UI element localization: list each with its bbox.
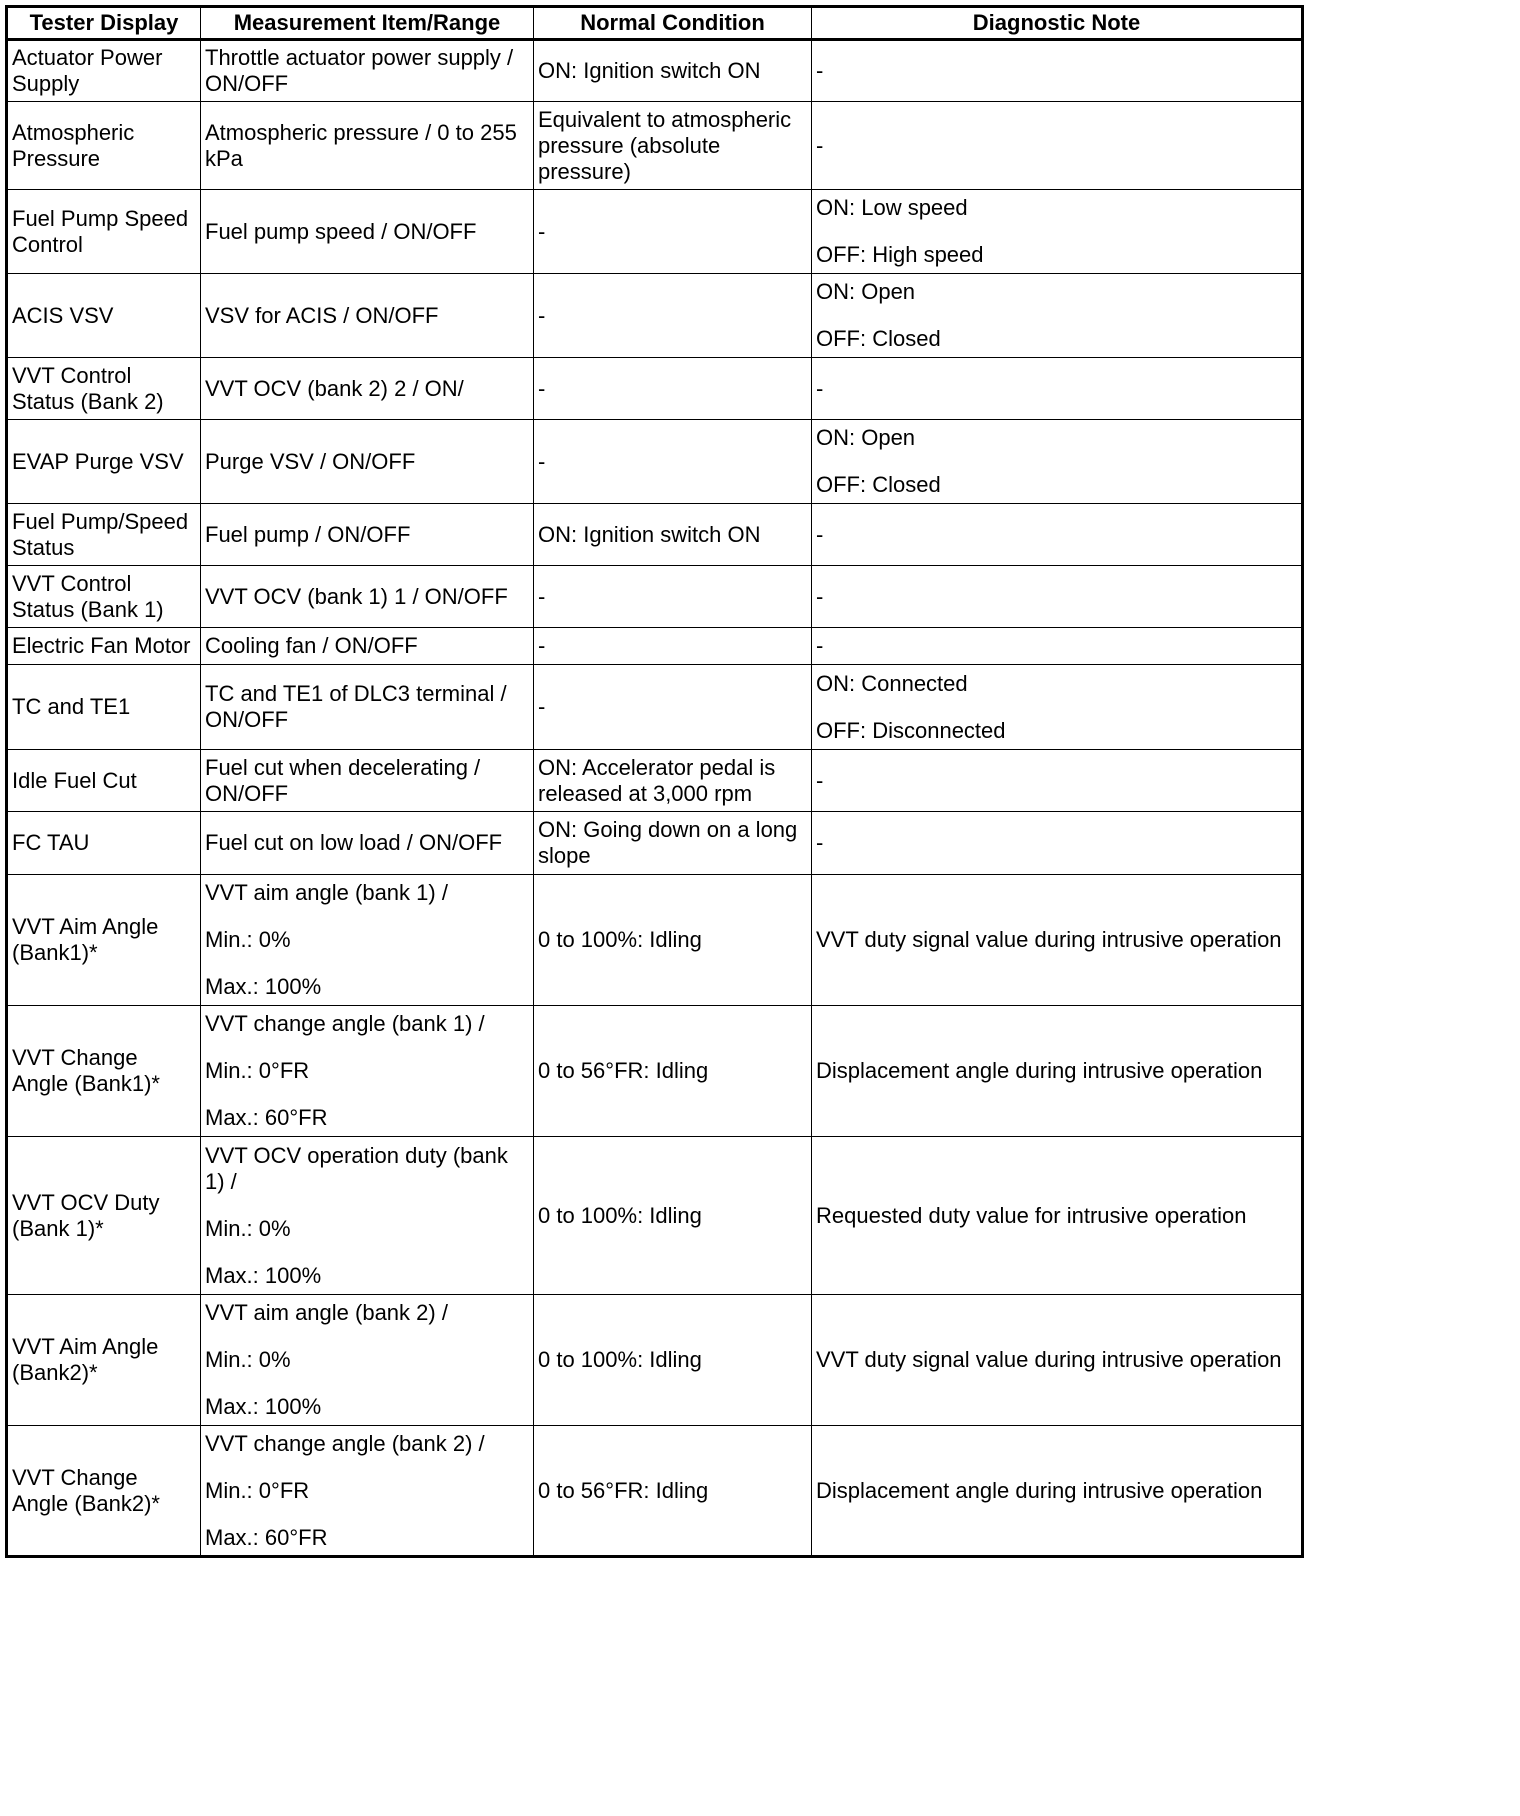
cell-line: ON: Open [816, 425, 916, 450]
normal-condition-cell [534, 40, 812, 102]
cell-line: Max.: 100% [205, 1394, 322, 1419]
table-body [7, 40, 1303, 1557]
diagnostic-note-cell [812, 812, 1303, 875]
tester-display-cell [7, 102, 201, 190]
tester-display-cell [7, 1426, 201, 1557]
cell-line: Throttle actuator power supply / ON/OFF [205, 45, 514, 96]
cell-line: FC TAU [12, 830, 90, 855]
normal-condition-cell [534, 1006, 812, 1137]
cell-line: VVT aim angle (bank 2) / [205, 1300, 448, 1325]
cell-line: - [538, 448, 546, 474]
normal-condition-cell [534, 665, 812, 750]
cell-line: VVT Control Status (Bank 2) [12, 362, 164, 414]
cell-line: ON: Low speed [816, 195, 968, 220]
normal-condition-cell [534, 1295, 812, 1426]
cell-line: ON: Open [816, 279, 916, 304]
normal-condition-cell [534, 750, 812, 812]
measurement-item-cell [201, 812, 534, 875]
tester-display-cell [7, 812, 201, 875]
cell-line: VVT change angle (bank 2) / [205, 1430, 485, 1456]
cell-line: 0 to 100%: Idling [538, 1347, 702, 1372]
measurement-item-cell [201, 665, 534, 750]
diagnostic-note-cell [812, 358, 1303, 420]
cell-line: Equivalent to atmospheric pressure (absolute pressure) [538, 106, 792, 184]
cell-line: - [816, 830, 824, 855]
tester-display-cell [7, 504, 201, 566]
cell-line: Fuel cut when decelerating / ON/OFF [205, 754, 481, 806]
cell-line: Min.: 0% [205, 1215, 291, 1241]
diagnostic-note-cell [812, 665, 1303, 750]
cell-line: ON: Ignition switch ON [538, 58, 761, 83]
normal-condition-cell [534, 274, 812, 358]
measurement-item-cell [201, 102, 534, 190]
cell-line: Displacement angle during intrusive operation [816, 1477, 1263, 1503]
cell-line: 0 to 56°FR: Idling [538, 1477, 709, 1503]
tester-display-cell [7, 190, 201, 274]
table-row [7, 750, 1303, 812]
tester-display-cell [7, 1006, 201, 1137]
diagnostic-note-cell [812, 566, 1303, 628]
diagnostic-note-cell [812, 875, 1303, 1006]
cell-line: Fuel cut on low load / ON/OFF [205, 830, 503, 855]
normal-condition-cell [534, 628, 812, 665]
table-row [7, 812, 1303, 875]
table-row [7, 1006, 1303, 1137]
cell-line: VVT duty signal value during intrusive operation [816, 1347, 1282, 1372]
cell-line: Fuel pump speed / ON/OFF [205, 218, 477, 244]
cell-line: VVT Change Angle (Bank1)* [12, 1045, 160, 1096]
normal-condition-cell [534, 875, 812, 1006]
tester-display-cell [7, 628, 201, 665]
cell-line: Max.: 100% [205, 1262, 322, 1288]
normal-condition-cell [534, 102, 812, 190]
cell-line: 0 to 100%: Idling [538, 927, 702, 952]
cell-line: Idle Fuel Cut [12, 767, 137, 793]
measurement-item-cell [201, 420, 534, 504]
cell-line: - [816, 767, 824, 793]
header-normal-condition: Normal Condition [534, 7, 812, 40]
cell-line: - [816, 521, 824, 547]
cell-line: ON: Ignition switch ON [538, 521, 761, 547]
cell-line: Atmospheric pressure / 0 to 255 kPa [205, 119, 517, 171]
cell-line: - [538, 302, 546, 328]
measurement-item-cell [201, 566, 534, 628]
cell-line: Requested duty value for intrusive operation [816, 1202, 1247, 1228]
measurement-item-cell [201, 1006, 534, 1137]
tester-display-cell [7, 1137, 201, 1295]
cell-line: VVT aim angle (bank 1) / [205, 880, 448, 905]
cell-line: - [538, 218, 546, 244]
cell-line: Displacement angle during intrusive operation [816, 1058, 1263, 1083]
cell-line: VVT Control Status (Bank 1) [12, 570, 164, 622]
table-row [7, 875, 1303, 1006]
cell-line: VVT duty signal value during intrusive operation [816, 927, 1282, 952]
table-row [7, 1295, 1303, 1426]
tester-display-cell [7, 420, 201, 504]
cell-line: OFF: High speed [816, 242, 984, 267]
cell-line: VVT Aim Angle (Bank2)* [12, 1334, 159, 1385]
normal-condition-cell [534, 1426, 812, 1557]
normal-condition-cell [534, 812, 812, 875]
cell-line: Min.: 0°FR [205, 1058, 310, 1083]
cell-line: Max.: 100% [205, 974, 322, 999]
cell-line: Actuator Power Supply [12, 45, 163, 96]
cell-line: ON: Going down on a long slope [538, 817, 798, 868]
diagnostic-note-cell [812, 1295, 1303, 1426]
cell-line: VVT OCV Duty (Bank 1)* [12, 1189, 160, 1241]
measurement-item-cell [201, 274, 534, 358]
diagnostic-note-cell [812, 1426, 1303, 1557]
cell-line: - [816, 58, 824, 83]
table-row [7, 1426, 1303, 1557]
measurement-item-cell [201, 628, 534, 665]
cell-line: Min.: 0% [205, 1347, 291, 1372]
normal-condition-cell [534, 504, 812, 566]
cell-line: Fuel pump / ON/OFF [205, 521, 411, 547]
table-row [7, 665, 1303, 750]
cell-line: ON: Accelerator pedal is released at 3,000 rpm [538, 754, 776, 806]
diagnostic-note-cell [812, 1137, 1303, 1295]
measurement-item-cell [201, 358, 534, 420]
table-row [7, 420, 1303, 504]
cell-line: OFF: Closed [816, 326, 941, 351]
cell-line: VVT OCV (bank 1) 1 / ON/OFF [205, 583, 508, 609]
table-row [7, 1137, 1303, 1295]
cell-line: - [816, 132, 824, 158]
table-row [7, 566, 1303, 628]
cell-line: Fuel Pump Speed Control [12, 205, 189, 257]
cell-line: EVAP Purge VSV [12, 448, 184, 474]
normal-condition-cell [534, 566, 812, 628]
table-row [7, 274, 1303, 358]
measurement-item-cell [201, 504, 534, 566]
header-row [7, 7, 1303, 40]
cell-line: VVT OCV (bank 2) 2 / ON/ [205, 375, 464, 401]
cell-line: Purge VSV / ON/OFF [205, 448, 416, 474]
cell-line: Atmospheric Pressure [12, 119, 135, 171]
diagnostic-note-cell [812, 420, 1303, 504]
table-row [7, 40, 1303, 102]
normal-condition-cell [534, 190, 812, 274]
tester-display-cell [7, 1295, 201, 1426]
cell-line: Fuel Pump/Speed Status [12, 508, 189, 560]
cell-line: VVT Change Angle (Bank2)* [12, 1464, 160, 1516]
measurement-item-cell [201, 1137, 534, 1295]
cell-line: VVT OCV operation duty (bank 1) / [205, 1142, 508, 1194]
diagnostic-note-cell [812, 628, 1303, 665]
tester-display-cell [7, 358, 201, 420]
tester-display-cell [7, 274, 201, 358]
cell-line: - [538, 633, 546, 658]
cell-line: Cooling fan / ON/OFF [205, 633, 418, 658]
cell-line: TC and TE1 [12, 694, 131, 719]
cell-line: - [816, 583, 824, 609]
cell-line: VVT Aim Angle (Bank1)* [12, 914, 159, 965]
measurement-item-cell [201, 750, 534, 812]
measurement-item-cell [201, 875, 534, 1006]
diagnostic-note-cell [812, 190, 1303, 274]
measurement-item-cell [201, 40, 534, 102]
header-tester-display: Tester Display [7, 7, 201, 40]
normal-condition-cell [534, 1137, 812, 1295]
table-row [7, 190, 1303, 274]
tester-display-cell [7, 875, 201, 1006]
table-row [7, 628, 1303, 665]
cell-line: - [538, 583, 546, 609]
table-row [7, 504, 1303, 566]
cell-line: OFF: Closed [816, 472, 941, 497]
cell-line: - [538, 694, 546, 719]
tester-display-cell [7, 40, 201, 102]
header-measurement-item-range: Measurement Item/Range [201, 7, 534, 40]
diagnostic-note-cell [812, 274, 1303, 358]
diagnostic-note-cell [812, 504, 1303, 566]
cell-line: VVT change angle (bank 1) / [205, 1011, 485, 1036]
normal-condition-cell [534, 358, 812, 420]
cell-line: 0 to 56°FR: Idling [538, 1058, 709, 1083]
normal-condition-cell [534, 420, 812, 504]
measurement-item-cell [201, 1295, 534, 1426]
cell-line: OFF: Disconnected [816, 717, 1006, 743]
table-row [7, 358, 1303, 420]
header-diagnostic-note: Diagnostic Note [812, 7, 1303, 40]
cell-line: Min.: 0°FR [205, 1477, 310, 1503]
cell-line: ON: Connected [816, 670, 968, 696]
table-header [7, 7, 1303, 40]
cell-line: ACIS VSV [12, 302, 114, 328]
cell-line: 0 to 100%: Idling [538, 1202, 702, 1228]
cell-line: Max.: 60°FR [205, 1524, 328, 1550]
measurement-item-cell [201, 1426, 534, 1557]
diagnostic-note-cell [812, 40, 1303, 102]
diagnostic-note-cell [812, 102, 1303, 190]
measurement-item-cell [201, 190, 534, 274]
diagnostic-note-cell [812, 750, 1303, 812]
tester-display-cell [7, 750, 201, 812]
cell-line: - [538, 375, 546, 401]
cell-line: - [816, 375, 824, 401]
cell-line: - [816, 633, 824, 658]
table-row [7, 102, 1303, 190]
cell-line: Min.: 0% [205, 927, 291, 952]
tester-display-cell [7, 665, 201, 750]
cell-line: Max.: 60°FR [205, 1105, 328, 1130]
diagnostic-note-cell [812, 1006, 1303, 1137]
cell-line: VSV for ACIS / ON/OFF [205, 302, 439, 328]
cell-line: TC and TE1 of DLC3 terminal / ON/OFF [205, 681, 507, 732]
cell-line: Electric Fan Motor [12, 633, 191, 658]
data-list-table [5, 5, 1304, 1558]
tester-display-cell [7, 566, 201, 628]
